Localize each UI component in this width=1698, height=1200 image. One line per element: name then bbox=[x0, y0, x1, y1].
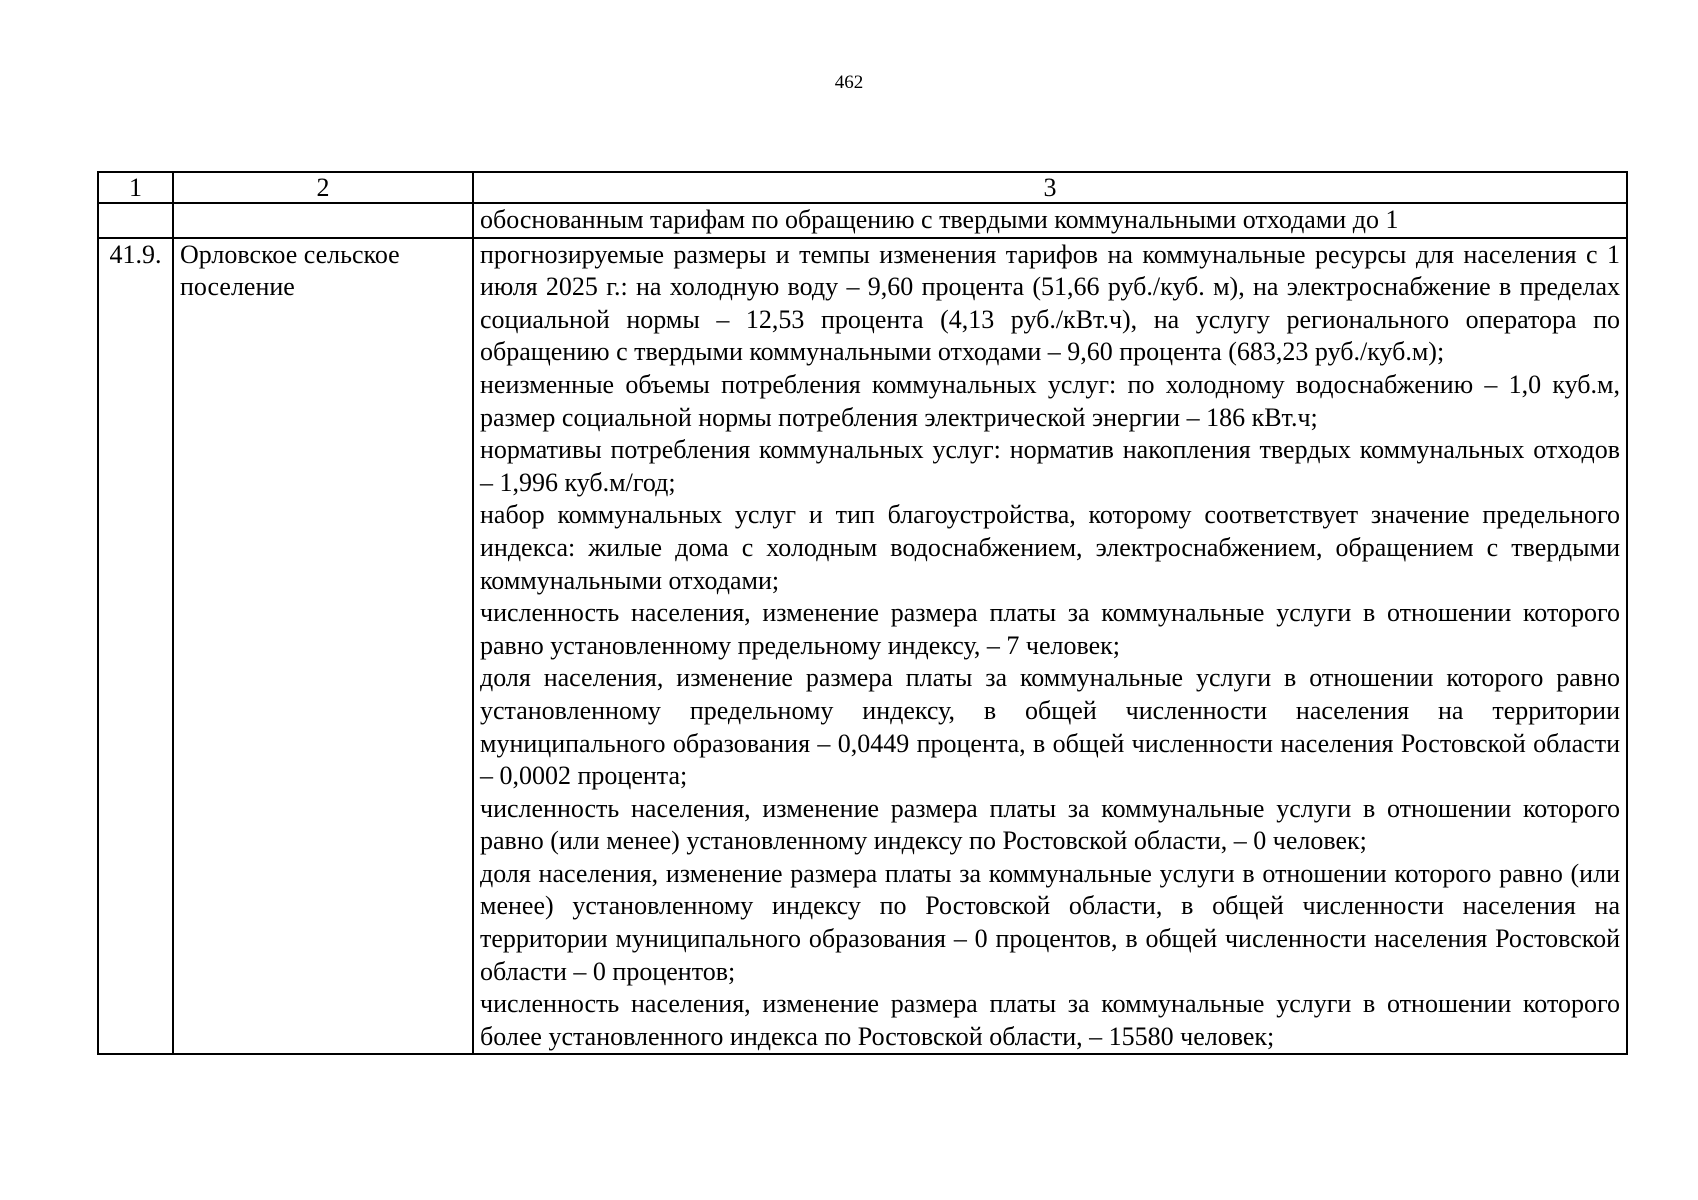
paragraph-share-equal-limit: доля населения, изменение размера платы за коммунальные услуги в отношении которого равно установленному предельному индексу, в общей численности населения на территории муниципального образования – 0,0449 процента, в общей численности населения Ростовской области – 0,0002 процента; bbox=[480, 663, 1620, 791]
paragraph-services-set: набор коммунальных услуг и тип благоустройства, которому соответствует значение предельного индекса: жилые дома с холодным водоснабжением, электроснабжением, обращением с твердыми коммунальными отходами; bbox=[480, 500, 1620, 595]
continuation-text-cell: обоснованным тарифам по обращению с твердыми коммунальными отходами до 1 bbox=[473, 203, 1627, 238]
paragraph-population-above-regional: численность населения, изменение размера платы за коммунальные услуги в отношении которого более установленного индекса по Ростовской области, – 15580 человек; bbox=[480, 989, 1620, 1051]
paragraph-consumption-volumes: неизменные объемы потребления коммунальных услуг: по холодному водоснабжению – 1,0 куб.м, размер социальной нормы потребления электрической энергии – 186 кВт.ч; bbox=[480, 369, 1620, 432]
continuation-name-cell bbox=[173, 203, 473, 238]
entry-description bbox=[473, 238, 1627, 1055]
column-header-1: 1 bbox=[98, 172, 173, 203]
paragraph-tariff-forecast: прогнозируемые размеры и темпы изменения тарифов на коммунальные ресурсы для населения с 1 июля 2025 г.: на холодную воду – 9,60 процента (51,66 руб./куб. м), на электроснабжение в пределах социальной нормы – 12,53 процента (4,13 руб./кВт.ч), на услугу регионального оператора по обращению с твердыми коммунальными отходами – 9,60 процента (683,23 руб./куб.м); bbox=[480, 239, 1620, 367]
entry-number: 41.9. bbox=[98, 238, 173, 1055]
continuation-row bbox=[98, 203, 1627, 238]
paragraph-population-equal-or-less-regional: численность населения, изменение размера платы за коммунальные услуги в отношении которого равно (или менее) установленному индексу по Ростовской области, – 0 человек; bbox=[480, 793, 1620, 856]
tariff-table bbox=[97, 171, 1628, 1055]
paragraph-share-equal-or-less-regional: доля населения, изменение размера платы за коммунальные услуги в отношении которого равно (или менее) установленному индексу по Ростовской области, в общей численности населения на территории муниципального образования – 0 процентов, в общей численности населения Ростовской области – 0 процентов; bbox=[480, 858, 1620, 986]
table-header-row bbox=[98, 172, 1627, 203]
paragraph-consumption-norms: нормативы потребления коммунальных услуг: норматив накопления твердых коммунальных отходов – 1,996 куб.м/год; bbox=[480, 435, 1620, 497]
page-number: 462 bbox=[834, 72, 864, 93]
column-header-3: 3 bbox=[473, 172, 1627, 203]
settlement-name: Орловское сельское поселение bbox=[173, 238, 473, 1055]
table-row bbox=[98, 238, 1627, 1055]
continuation-number-cell bbox=[98, 203, 173, 238]
column-header-2: 2 bbox=[173, 172, 473, 203]
paragraph-population-equal-limit: численность населения, изменение размера платы за коммунальные услуги в отношении которого равно установленному предельному индексу, – 7 человек; bbox=[480, 598, 1620, 660]
